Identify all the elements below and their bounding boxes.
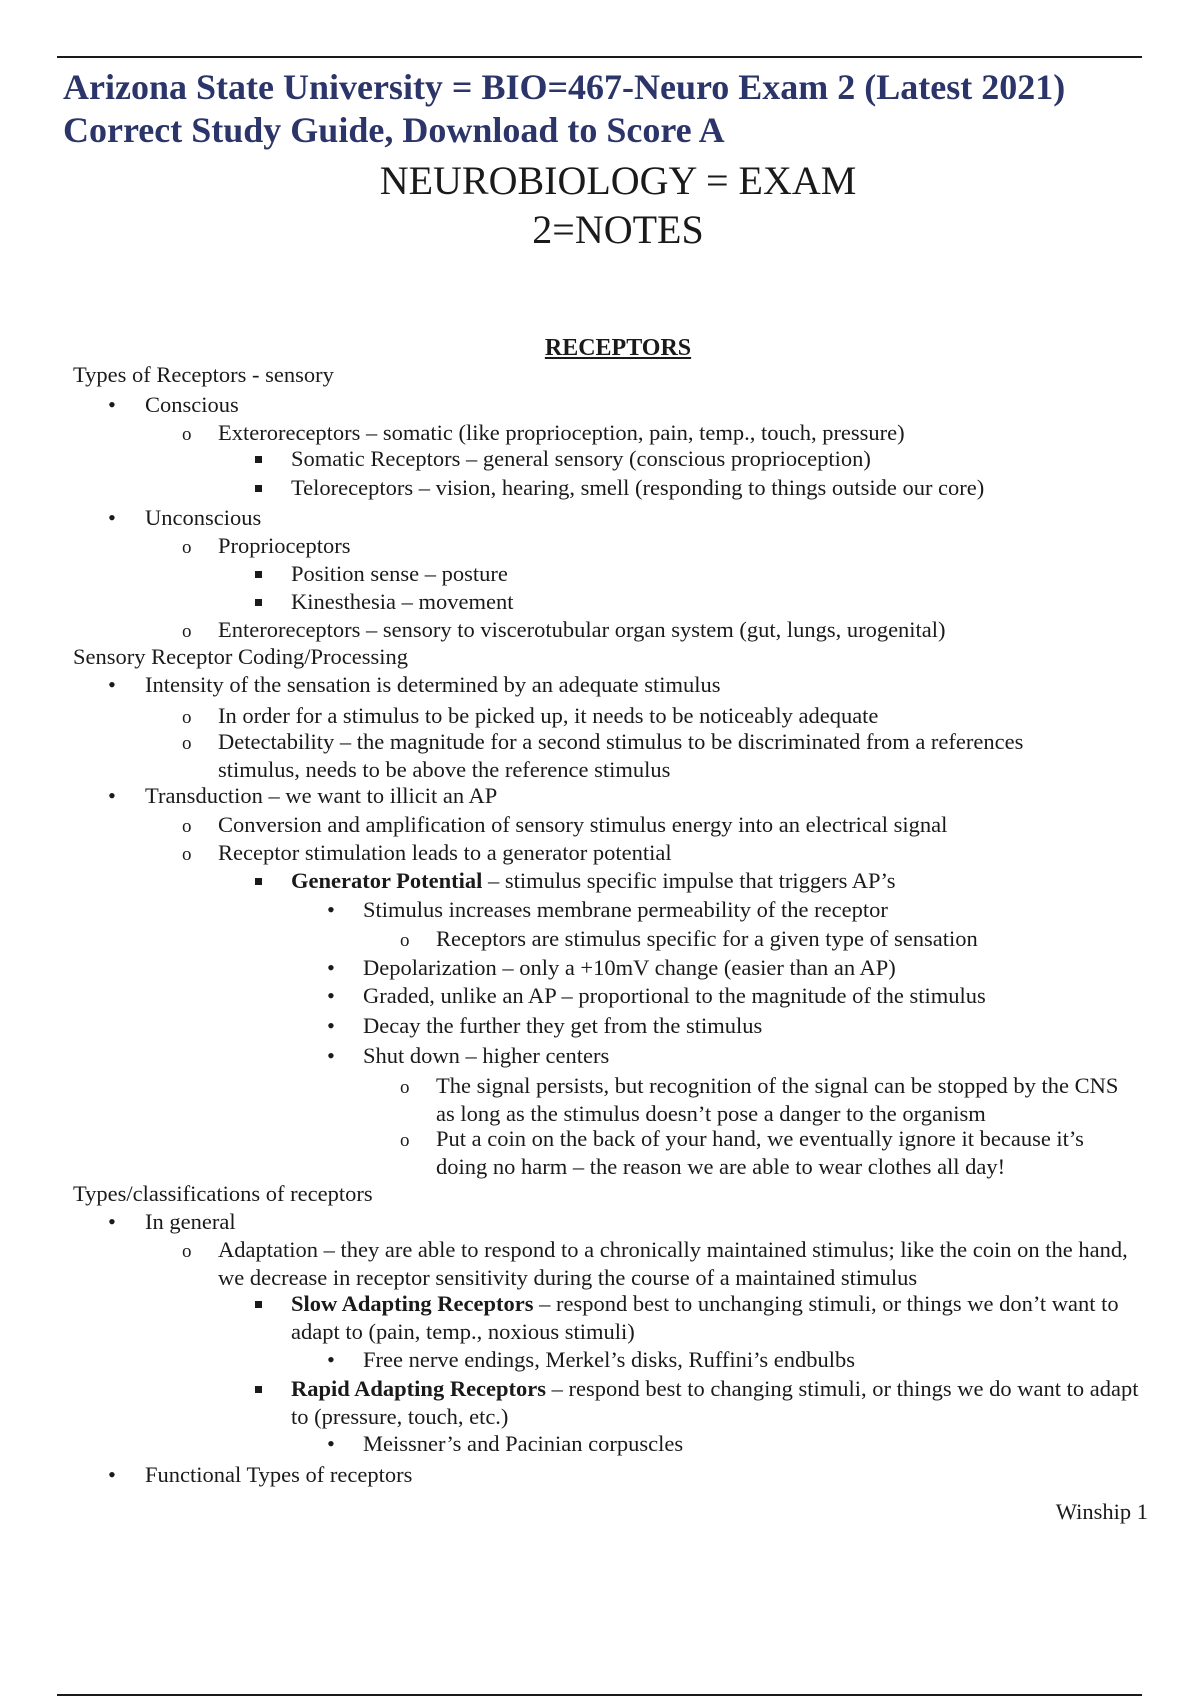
list-item: Receptors are stimulus specific for a given type of sensation [436, 926, 978, 951]
list-item: Depolarization – only a +10mV change (easier than an AP) [363, 955, 896, 980]
list-item: Proprioceptors [218, 533, 351, 558]
list-item: Receptor stimulation leads to a generator potential [218, 840, 672, 865]
list-item: Put a coin on the back of your hand, we eventually ignore it because it’s doing no harm – the reason we are able to wear clothes all day! [436, 1126, 1084, 1179]
bullet-disc-icon [108, 1208, 116, 1236]
bullet-disc-icon [108, 782, 116, 810]
bullet-disc-icon [108, 671, 116, 699]
list-item: Conversion and amplification of sensory stimulus energy into an electrical signal [218, 812, 948, 837]
term-description: – stimulus specific impulse that triggers AP’s [482, 868, 896, 893]
bullet-circle-icon [400, 925, 410, 955]
bullet-disc-icon [327, 982, 335, 1010]
bullet-disc-icon [327, 896, 335, 924]
bullet-disc-icon [108, 391, 116, 419]
list-item: Shut down – higher centers [363, 1043, 610, 1068]
bullet-circle-icon [182, 419, 192, 449]
term-slow-adapting: Slow Adapting Receptors [291, 1291, 534, 1316]
bullet-circle-icon [182, 839, 192, 869]
bullet-square-icon [255, 445, 262, 473]
page-footer: Winship 1 [1055, 1499, 1148, 1524]
page-title-line-2: 2=NOTES [532, 207, 704, 252]
bullet-square-icon [255, 474, 262, 502]
section-heading-receptors: RECEPTORS [544, 335, 692, 361]
list-item: Functional Types of receptors [145, 1462, 413, 1487]
list-item: In general [145, 1209, 236, 1234]
list-item: Position sense – posture [291, 561, 508, 586]
list-item: Enteroreceptors – sensory to viscerotubular organ system (gut, lungs, urogenital) [218, 617, 946, 642]
bullet-disc-icon [327, 1430, 335, 1458]
list-item [291, 1375, 1157, 1431]
bullet-circle-icon [182, 1236, 192, 1266]
term-description: – respond best to changing stimuli, or things we do want to adapt to (pressure, touch, etc.) [291, 1376, 1139, 1429]
bottom-rule [57, 1694, 1142, 1696]
bullet-circle-icon [182, 616, 192, 646]
list-item: Free nerve endings, Merkel’s disks, Ruffini’s endbulbs [363, 1347, 856, 1372]
list-item: Conscious [145, 392, 239, 417]
list-item [291, 1290, 1157, 1346]
list-item: Adaptation – they are able to respond to a chronically maintained stimulus; like the coin on the hand, we decrease in receptor sensitivity during the course of a maintained stimulus [218, 1237, 1128, 1290]
term-generator-potential: Generator Potential [291, 868, 483, 893]
bullet-circle-icon [182, 532, 192, 562]
bullet-circle-icon [182, 811, 192, 841]
document-banner: Arizona State University = BIO=467-Neuro Exam 2 (Latest 2021) Correct Study Guide, Download to Score A [63, 67, 1066, 150]
bullet-square-icon [255, 1375, 262, 1403]
list-item: Graded, unlike an AP – proportional to the magnitude of the stimulus [363, 983, 986, 1008]
term-rapid-adapting: Rapid Adapting Receptors [291, 1376, 547, 1401]
list-item: In order for a stimulus to be picked up, it needs to be noticeably adequate [218, 703, 879, 728]
bullet-disc-icon [327, 1346, 335, 1374]
bullet-disc-icon [108, 504, 116, 532]
bullet-square-icon [255, 588, 262, 616]
bullet-circle-icon [400, 1125, 410, 1155]
bullet-square-icon [255, 867, 262, 895]
list-item: Exteroreceptors – somatic (like proprioception, pain, temp., touch, pressure) [218, 420, 905, 445]
list-item: Decay the further they get from the stimulus [363, 1013, 763, 1038]
list-item: Kinesthesia – movement [291, 589, 514, 614]
list-item: Intensity of the sensation is determined by an adequate stimulus [145, 672, 721, 697]
page-title-line-1: NEUROBIOLOGY = EXAM [379, 158, 857, 203]
bullet-square-icon [255, 560, 262, 588]
bullet-disc-icon [327, 1012, 335, 1040]
list-item: Stimulus increases membrane permeability of the receptor [363, 897, 888, 922]
list-item: Detectability – the magnitude for a second stimulus to be discriminated from a references stimulus, needs to be above the reference stimulus [218, 729, 1024, 782]
bullet-square-icon [255, 1290, 262, 1318]
list-item: Somatic Receptors – general sensory (conscious proprioception) [291, 446, 871, 471]
list-item: The signal persists, but recognition of the signal can be stopped by the CNS as long as the stimulus doesn’t pose a danger to the organism [436, 1073, 1119, 1126]
subheading-sensory-coding: Sensory Receptor Coding/Processing [73, 644, 408, 669]
term-description: – respond best to unchanging stimuli, or things we don’t want to adapt to (pain, temp., noxious stimuli) [291, 1291, 1119, 1344]
list-item [291, 867, 896, 895]
bullet-disc-icon [108, 1461, 116, 1489]
bullet-disc-icon [327, 1042, 335, 1070]
list-item: Unconscious [145, 505, 262, 530]
list-item: Teloreceptors – vision, hearing, smell (responding to things outside our core) [291, 475, 985, 500]
subheading-types-of-receptors: Types of Receptors - sensory [73, 362, 334, 387]
list-item: Transduction – we want to illicit an AP [145, 783, 498, 808]
subheading-classifications: Types/classifications of receptors [73, 1181, 373, 1206]
list-item: Meissner’s and Pacinian corpuscles [363, 1431, 684, 1456]
bullet-disc-icon [327, 954, 335, 982]
bullet-circle-icon [182, 728, 192, 758]
bullet-circle-icon [400, 1072, 410, 1102]
